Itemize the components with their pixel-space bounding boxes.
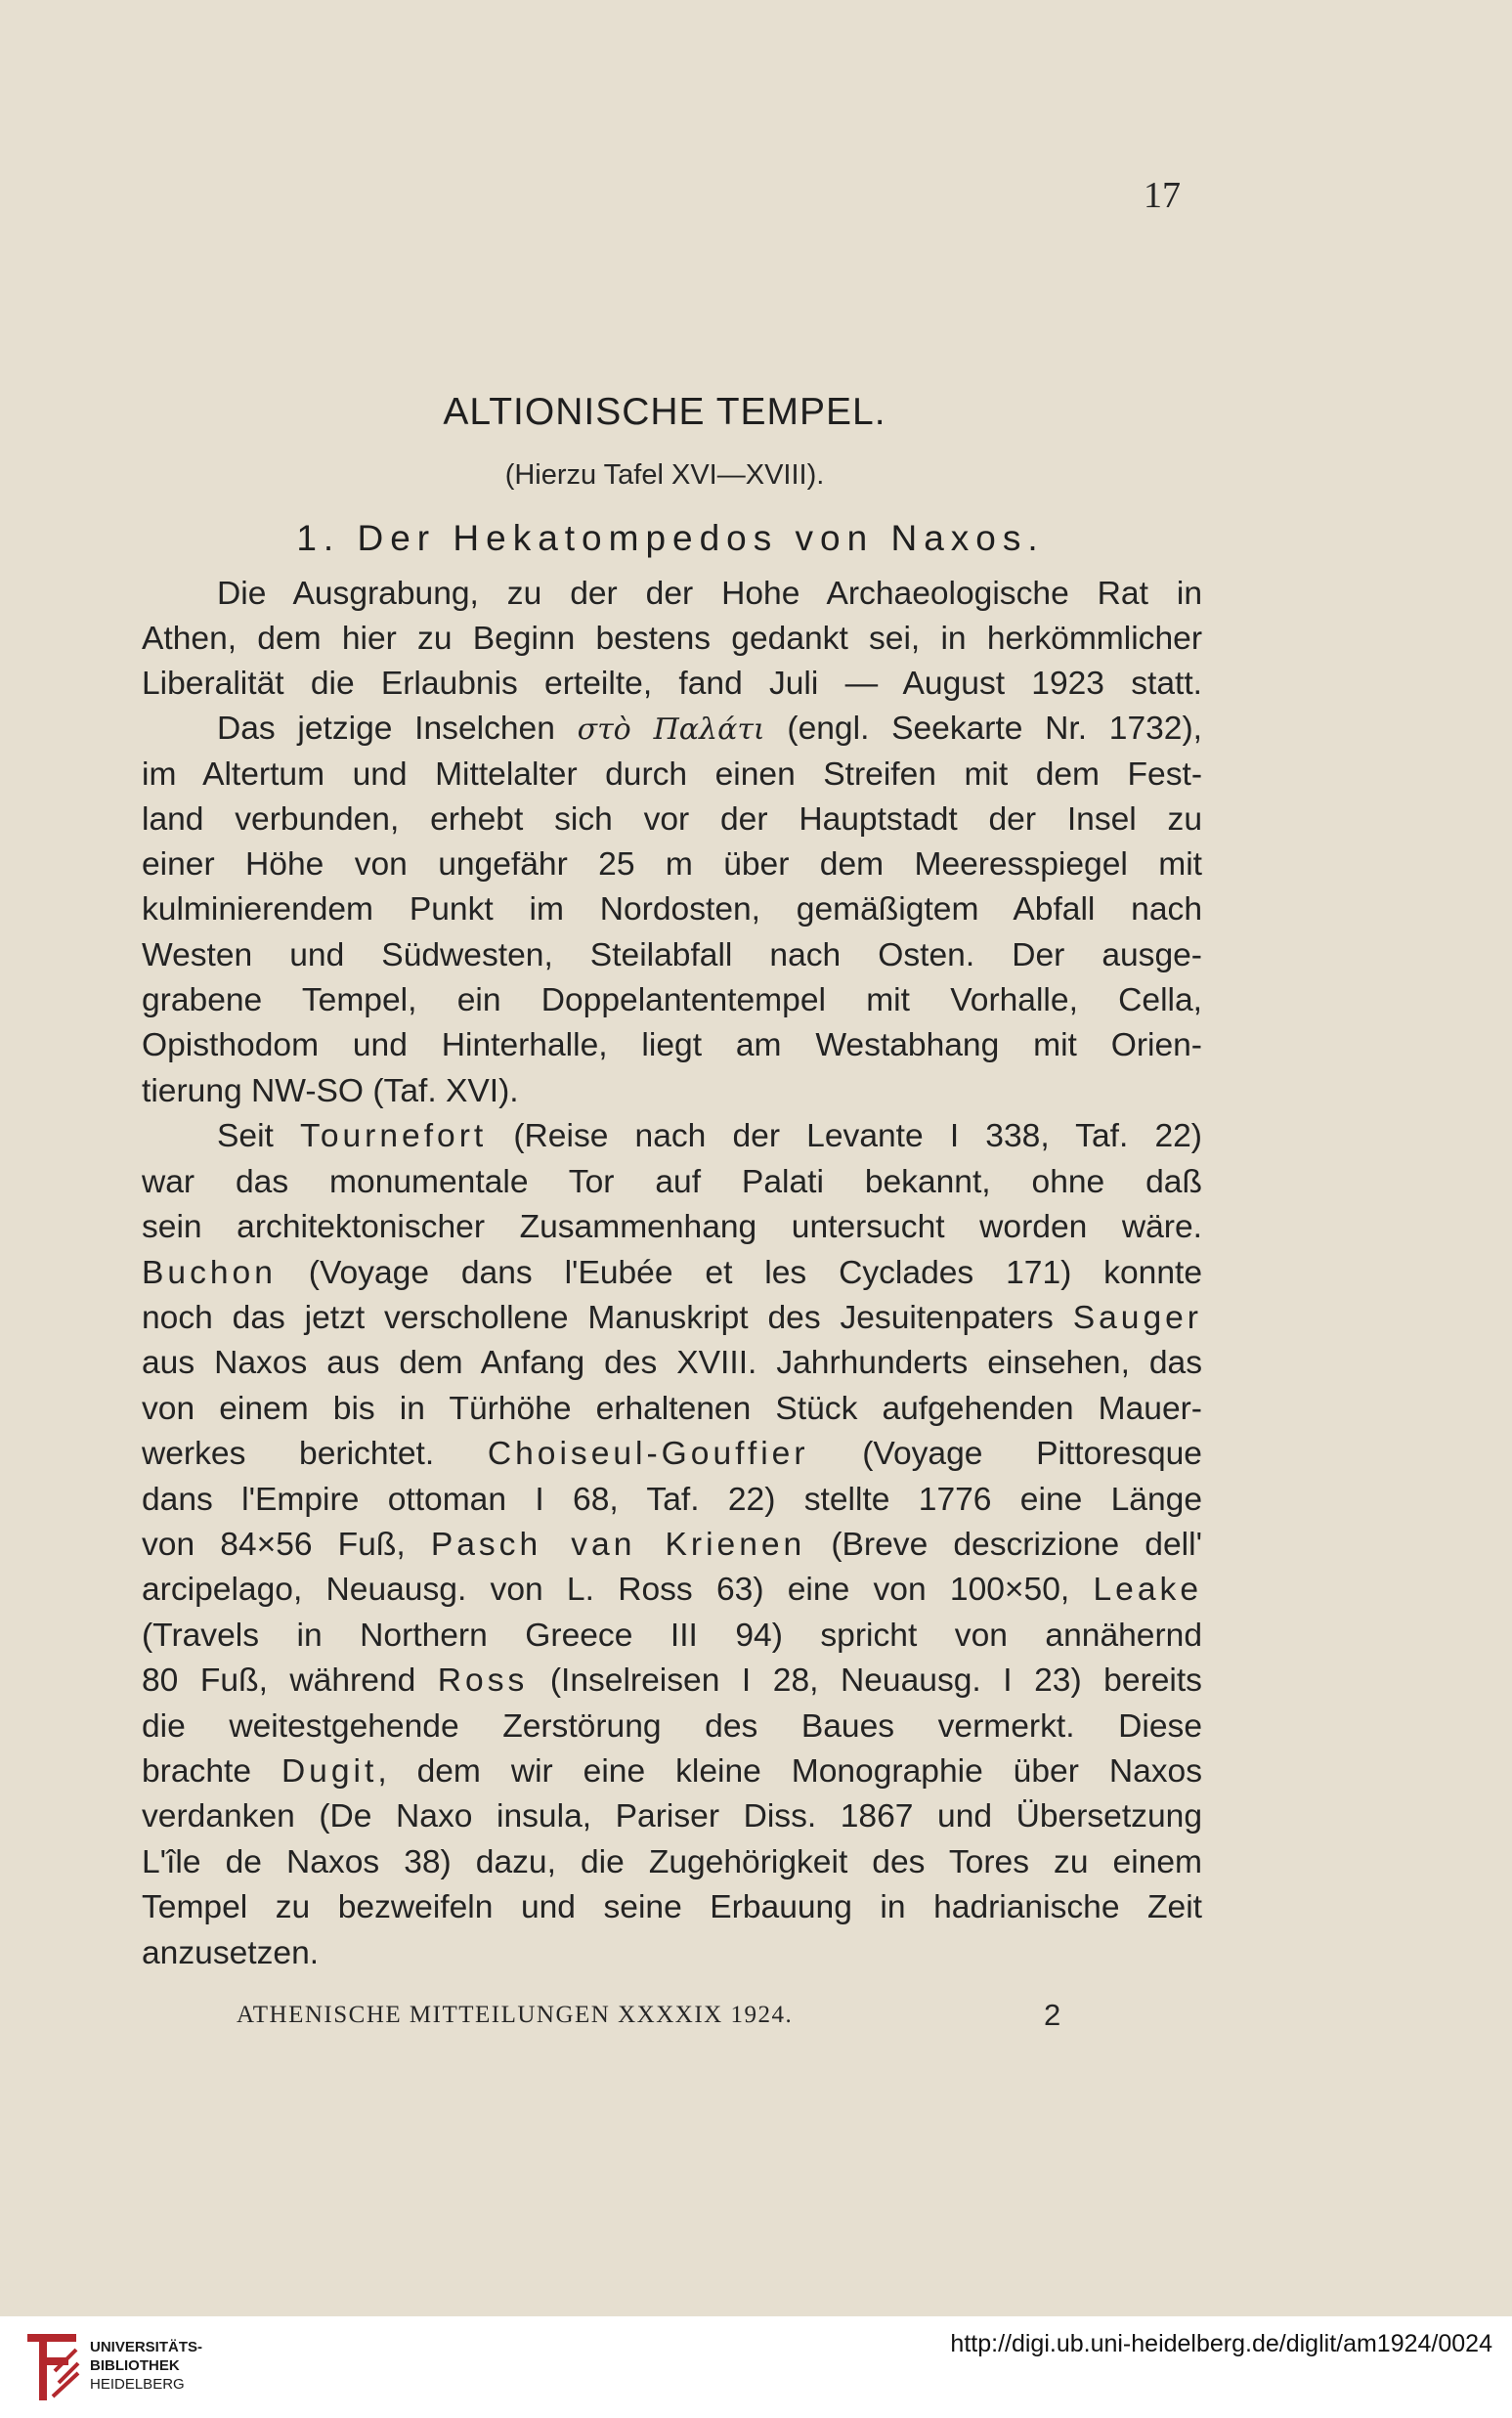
text-line: Liberalität die Erlaubnis erteilte, fand Juli — August 1923 statt. (142, 666, 1202, 702)
text-line: land verbunden, erhebt sich vor der Hauptstadt der Insel zu (142, 801, 1202, 838)
source-url[interactable]: http://digi.ub.uni-heidelberg.de/diglit/am1924/0024 (950, 2330, 1492, 2357)
library-logo-icon (18, 2328, 86, 2406)
text-line: sein architektonischer Zusammenhang untersucht worden wäre. (142, 1209, 1202, 1245)
text-line: L'île de Naxos 38) dazu, die Zugehörigkeit des Tores zu einem (142, 1844, 1202, 1880)
text-line: Das jetzige Inselchen στὸ Παλάτι (engl. Seekarte Nr. 1732), (217, 711, 1202, 747)
text-line: (Travels in Northern Greece III 94) spricht von annähernd (142, 1618, 1202, 1654)
text-line: werkes berichtet. Choiseul-Gouffier (Voyage Pittoresque (142, 1436, 1202, 1472)
spaced-name: Dugit (281, 1753, 378, 1790)
text-line: Buchon (Voyage dans l'Eubée et les Cyclades 171) konnte (142, 1255, 1202, 1291)
spaced-name: Leake (1093, 1572, 1202, 1608)
section-heading: 1. Der Hekatompedos von Naxos. (296, 518, 1045, 558)
spaced-name: Pasch van Krienen (430, 1527, 806, 1563)
journal-footer: ATHENISCHE MITTEILUNGEN XXXXIX 1924. (237, 2002, 794, 2028)
text-line: Tempel zu bezweifeln und seine Erbauung in hadrianische Zeit (142, 1889, 1202, 1925)
text-line: Athen, dem hier zu Beginn bestens gedankt sei, in herkömmlicher (142, 621, 1202, 657)
text-line: dans l'Empire ottoman I 68, Taf. 22) stellte 1776 eine Länge (142, 1482, 1202, 1518)
text-line: brachte Dugit, dem wir eine kleine Monographie über Naxos (142, 1753, 1202, 1790)
spaced-name: Tournefort (300, 1118, 488, 1154)
text-line: kulminierendem Punkt im Nordosten, gemäßigtem Abfall nach (142, 891, 1202, 928)
text-line: 80 Fuß, während Ross (Inselreisen I 28, Neuausg. I 23) bereits (142, 1662, 1202, 1699)
text-line: war das monumentale Tor auf Palati bekannt, ohne daß (142, 1164, 1202, 1200)
text-line: aus Naxos aus dem Anfang des XVIII. Jahrhunderts einsehen, das (142, 1345, 1202, 1381)
text-line: die weitestgehende Zerstörung des Baues vermerkt. Diese (142, 1708, 1202, 1745)
page-number: 17 (1144, 175, 1181, 216)
chapter-subtitle: (Hierzu Tafel XVI—XVIII). (504, 459, 825, 491)
library-name: UNIVERSITÄTS- BIBLIOTHEK HEIDELBERG (90, 2339, 203, 2393)
spaced-name: Sauger (1072, 1300, 1202, 1336)
text-line: von einem bis in Türhöhe erhaltenen Stück aufgehenden Mauer- (142, 1391, 1202, 1427)
text-line: Seit Tournefort (Reise nach der Levante I 338, Taf. 22) (217, 1118, 1202, 1154)
signature-mark: 2 (1044, 1998, 1061, 2032)
text-line: Die Ausgrabung, zu der der Hohe Archaeologische Rat in (217, 576, 1202, 612)
text-line: im Altertum und Mittelalter durch einen Streifen mit dem Fest- (142, 756, 1202, 793)
greek-text: στὸ Παλάτι (577, 712, 765, 747)
text-line: anzusetzen. (142, 1935, 320, 1971)
text-line: Westen und Südwesten, Steilabfall nach Osten. Der ausge- (142, 937, 1202, 973)
chapter-title: ALTIONISCHE TEMPEL. (443, 391, 886, 433)
spaced-name: Choiseul-Gouffier (487, 1436, 809, 1472)
text-line: verdanken (De Naxo insula, Pariser Diss. 1867 und Übersetzung (142, 1798, 1202, 1835)
text-line: grabene Tempel, ein Doppelantentempel mit Vorhalle, Cella, (142, 982, 1202, 1018)
text-line: Opisthodom und Hinterhalle, liegt am Westabhang mit Orien- (142, 1027, 1202, 1063)
spaced-name: Buchon (142, 1255, 277, 1291)
text-line: noch das jetzt verschollene Manuskript des Jesuitenpaters Sauger (142, 1300, 1202, 1336)
spaced-name: Ross (437, 1662, 529, 1699)
text-line: arcipelago, Neuausg. von L. Ross 63) eine von 100×50, Leake (142, 1572, 1202, 1608)
text-line: einer Höhe von ungefähr 25 m über dem Meeresspiegel mit (142, 846, 1202, 883)
text-line: tierung NW-SO (Taf. XVI). (142, 1073, 519, 1109)
text-line: von 84×56 Fuß, Pasch van Krienen (Breve descrizione dell' (142, 1527, 1202, 1563)
